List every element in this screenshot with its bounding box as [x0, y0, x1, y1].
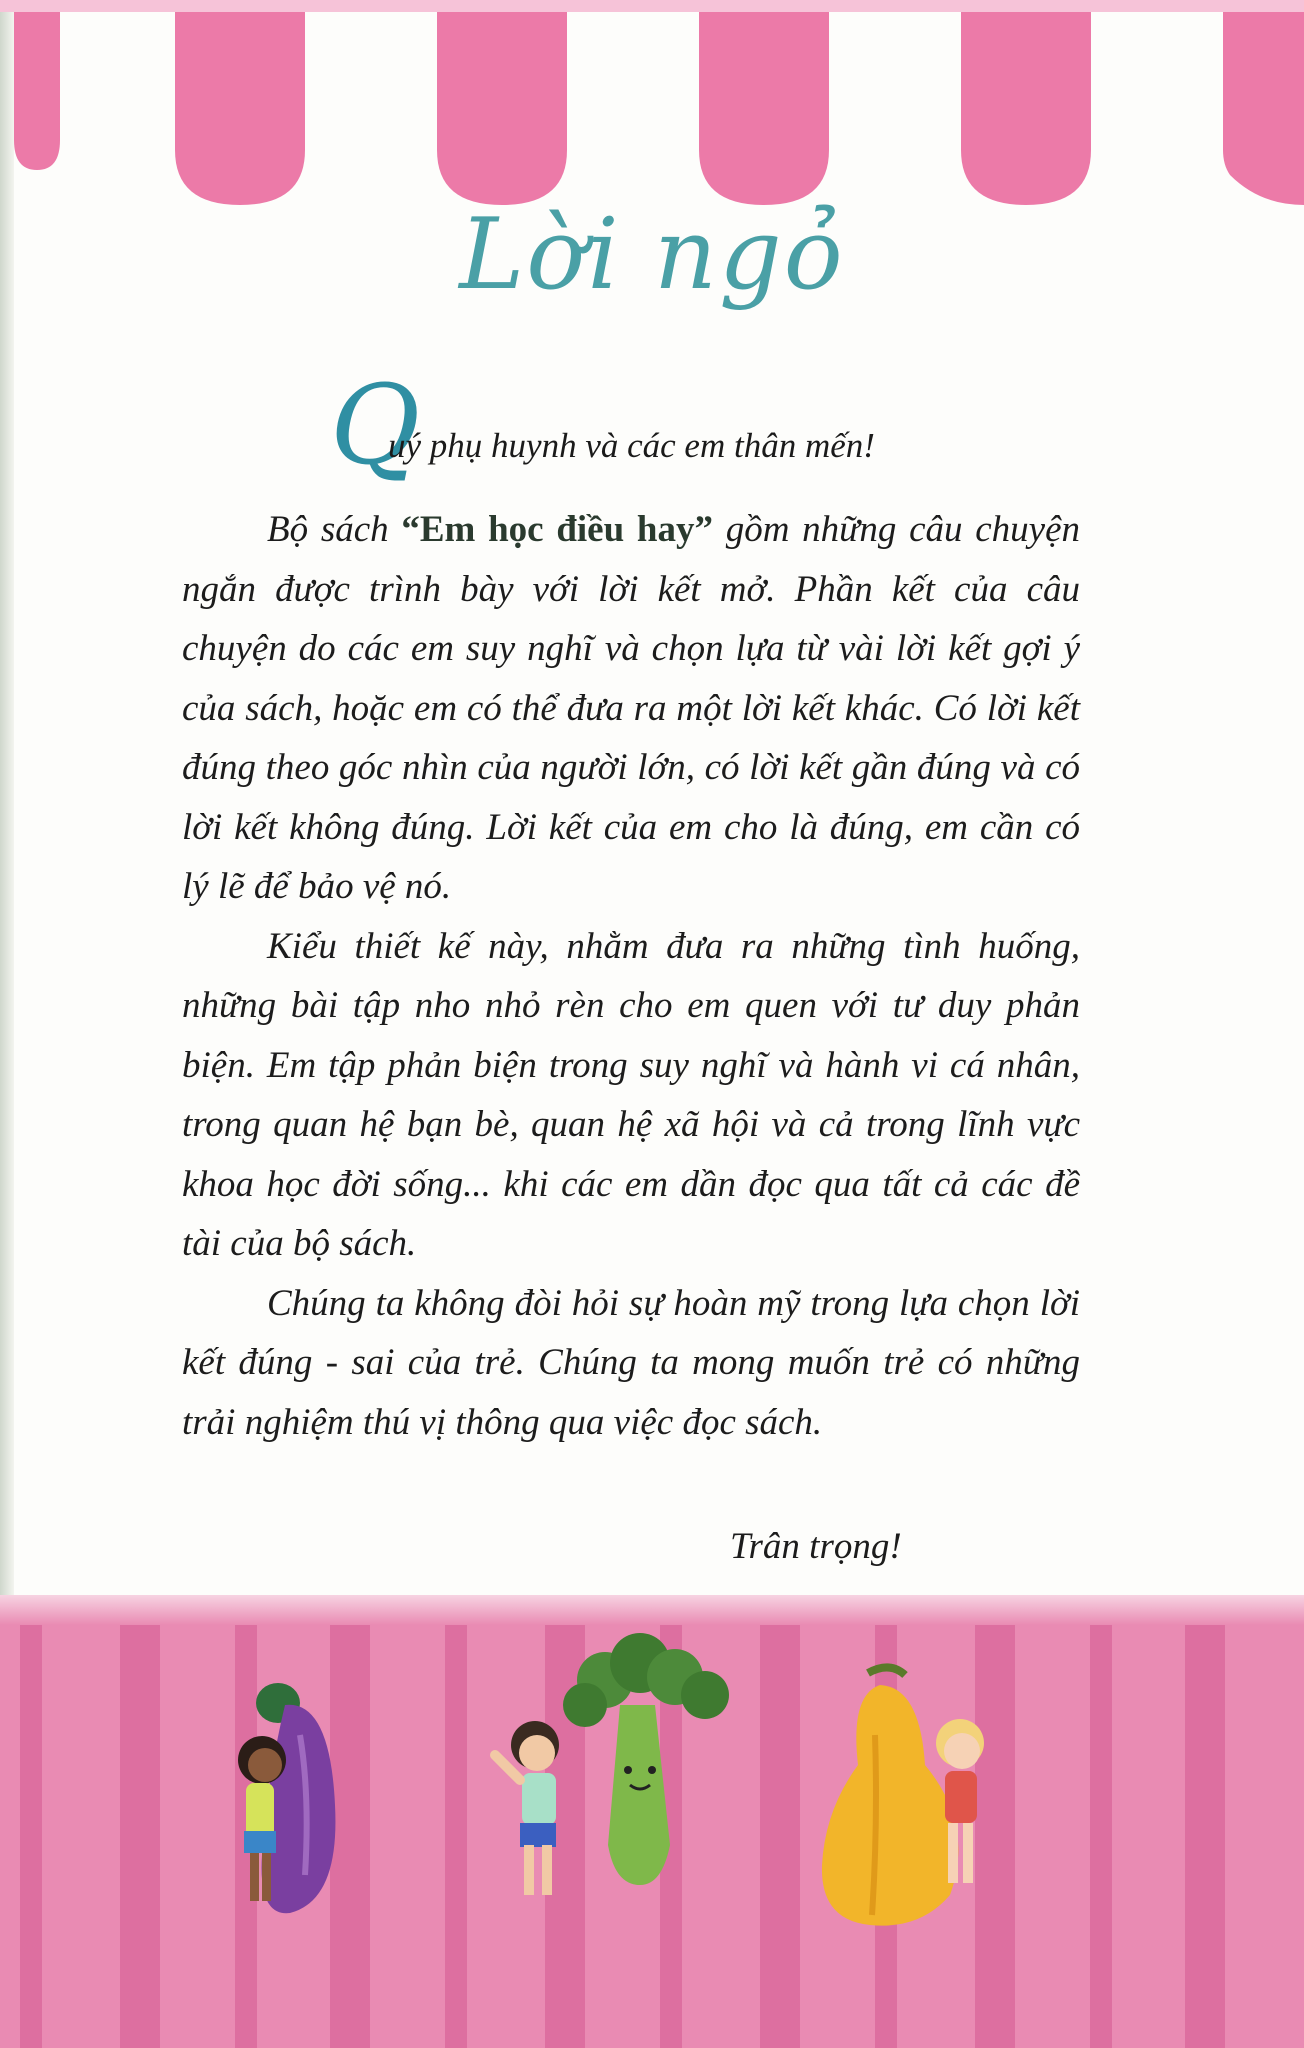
page-title: Lời ngỏ [459, 198, 845, 312]
signature: Trân trọng! [730, 1526, 902, 1567]
paragraph-3: Chúng ta không đòi hỏi sự hoàn mỹ trong lựa chọn lời kết đúng - sai của trẻ. Chúng ta mong muốn trẻ có những trải nghiệm thú vị thông qua việc đọc sách. [182, 1282, 1080, 1443]
awning-scallops [14, 12, 1304, 205]
salutation-text: uý phụ huynh và các em thân mến! [388, 426, 875, 465]
paragraph-1 [182, 500, 1080, 917]
paragraph-1-rest: gồm những câu chuyện ngắn được trình bày với lời kết mở. Phần kết của câu chuyện do các em suy nghĩ và chọn lựa từ vài lời kết gợi ý của sách, hoặc em có thể đưa ra một lời kết khác. Có lời kết đúng theo góc nhìn của người lớn, có lời kết gần đúng và có lời kết không đúng. Lời kết của em cho là đúng, em cần có lý lẽ để bảo vệ nó. [182, 509, 1080, 907]
dropcap-letter: Q [330, 361, 421, 489]
paragraph-2: Kiểu thiết kế này, nhằm đưa ra những tình huống, những bài tập nho nhỏ rèn cho em quen với tư duy phản biện. Em tập phản biện trong suy nghĩ và hành vi cá nhân, trong quan hệ bạn bè, quan hệ xã hội và cả trong lĩnh vực khoa học đời sống... khi các em dần đọc qua tất cả các đề tài của bộ sách. [182, 925, 1080, 1264]
bottom-illustration-band [0, 1595, 1304, 2048]
paragraph-1-lead: Bộ sách [267, 509, 402, 550]
book-series-title: “Em học điều hay” [401, 509, 713, 550]
top-awning-decoration [0, 0, 1304, 215]
body-text [182, 500, 1080, 1452]
